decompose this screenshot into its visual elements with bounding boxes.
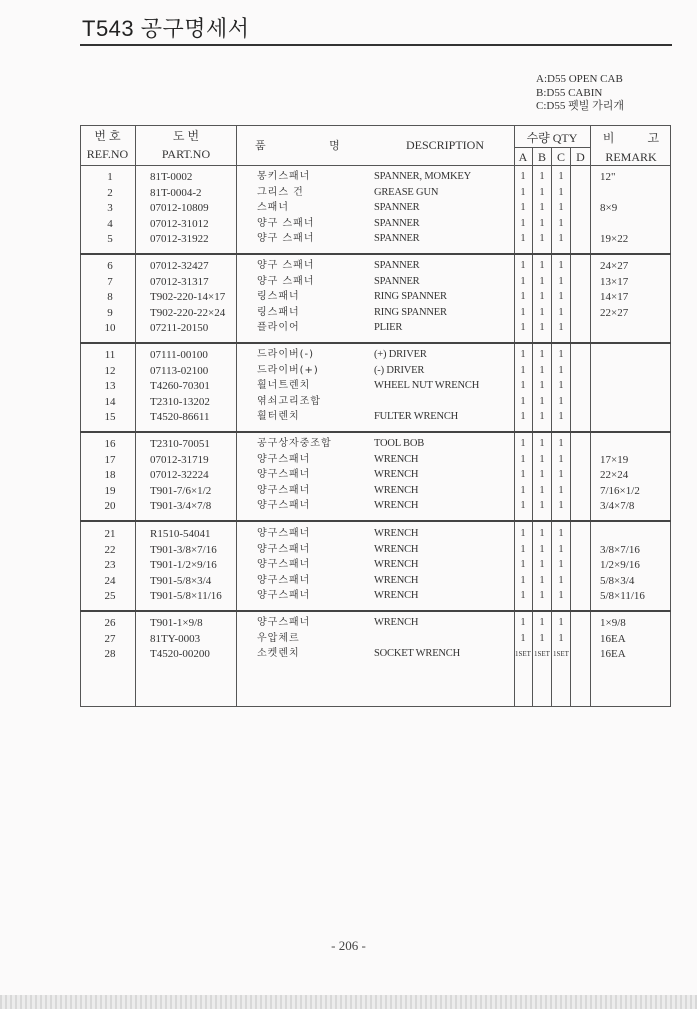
qty-subheader-rule <box>514 147 590 148</box>
remark: 7/16×1/2 <box>600 484 640 497</box>
remark: 3/4×7/8 <box>600 500 635 513</box>
header-part-en: PART.NO <box>161 147 211 161</box>
part-no: 07111-00100 <box>150 349 208 361</box>
qty-b: 1 <box>539 411 545 423</box>
part-name: 양구스패너 <box>257 500 311 512</box>
description: WRENCH <box>374 590 419 602</box>
part-name: 링스패너 <box>257 306 300 318</box>
qty-b: 1 <box>539 291 545 303</box>
ref-no: 9 <box>107 306 113 319</box>
qty-a: 1 <box>520 469 526 481</box>
qty-c: 1 <box>558 500 564 512</box>
qty-a: 1 <box>520 364 526 376</box>
remark: 22×27 <box>600 306 629 319</box>
description: SPANNER <box>374 202 420 214</box>
qty-c: 1 <box>558 484 564 496</box>
part-no: 07012-32427 <box>150 260 209 272</box>
part-no: T901-7/6×1/2 <box>150 484 212 497</box>
qty-c: 1 <box>558 349 564 360</box>
qty-b: 1 <box>539 469 545 481</box>
description: SPANNER <box>374 233 420 245</box>
part-name: 양구 스패너 <box>257 260 315 271</box>
ref-no: 24 <box>104 574 116 587</box>
qty-a: 1 <box>520 291 526 303</box>
qty-b: 1 <box>539 528 545 539</box>
qty-a: 1 <box>520 574 526 586</box>
qty-b: 1 <box>539 349 545 360</box>
qty-b: 1 <box>539 559 545 571</box>
qty-a: 1 <box>520 543 526 555</box>
qty-b: 1 <box>539 364 545 376</box>
qty-b: 1 <box>539 233 545 245</box>
part-no: T901-5/8×11/16 <box>150 590 222 603</box>
qty-c: 1 <box>558 395 564 407</box>
part-name: 엮쇠고리조합 <box>257 395 321 407</box>
description: SPANNER <box>374 260 420 271</box>
ref-no: 25 <box>104 590 116 603</box>
part-name: 양구스패너 <box>257 543 311 555</box>
part-name: 링스패너 <box>257 291 300 303</box>
ref-no: 20 <box>104 500 116 513</box>
qty-c: 1 <box>558 574 564 586</box>
description: WRENCH <box>374 559 419 571</box>
ref-no: 28 <box>104 648 116 661</box>
header-qty-b: B <box>537 150 546 164</box>
remark: 22×24 <box>600 469 629 482</box>
tool-list-table <box>80 125 671 707</box>
header-description: DESCRIPTION <box>406 138 485 152</box>
qty-b: 1 <box>539 632 545 644</box>
part-name: 그리스 건 <box>257 186 304 198</box>
remark: 5/8×3/4 <box>600 574 635 587</box>
remark: 17×19 <box>600 453 629 466</box>
qty-c: 1 <box>558 543 564 555</box>
ref-no: 4 <box>107 217 113 230</box>
remark: 8×9 <box>600 202 618 215</box>
ref-no: 8 <box>107 291 113 304</box>
qty-c: 1 <box>558 364 564 376</box>
part-name: 양구스패너 <box>257 590 311 602</box>
part-name: 양구스패너 <box>257 469 311 481</box>
remark: 1×9/8 <box>600 617 626 629</box>
description: PLIER <box>374 322 403 334</box>
qty-a: 1 <box>520 275 526 287</box>
qty-c: 1 <box>558 171 564 182</box>
qty-c: 1SET <box>553 650 569 659</box>
qty-a: 1 <box>520 590 526 602</box>
part-no: T4520-86611 <box>150 411 210 424</box>
qty-a: 1 <box>520 632 526 644</box>
remark: 3/8×7/16 <box>600 543 640 556</box>
qty-a: 1 <box>520 380 526 392</box>
qty-a: 1 <box>520 349 526 360</box>
legend-line: C:D55 펫빌 가리개 <box>536 100 624 112</box>
qty-c: 1 <box>558 411 564 423</box>
description: GREASE GUN <box>374 186 439 198</box>
part-no: 07113-02100 <box>150 364 209 377</box>
qty-a: 1 <box>520 217 526 229</box>
part-no: T4520-00200 <box>150 648 210 661</box>
remark: 14×17 <box>600 291 629 304</box>
qty-b: 1 <box>539 453 545 465</box>
description: WRENCH <box>374 453 419 465</box>
ref-no: 15 <box>104 411 116 424</box>
part-no: T2310-13202 <box>150 395 210 408</box>
page-title: T543 공구명세서 <box>82 16 250 41</box>
part-no: 07012-31719 <box>150 453 209 466</box>
qty-b: 1 <box>539 275 545 287</box>
col-divider <box>590 125 591 707</box>
ref-no: 13 <box>104 380 116 393</box>
part-no: 07211-20150 <box>150 322 209 335</box>
ref-no: 10 <box>104 322 116 335</box>
col-divider <box>570 147 571 707</box>
remark: 19×22 <box>600 233 629 246</box>
qty-b: 1 <box>539 543 545 555</box>
qty-a: 1 <box>520 322 526 334</box>
ref-no: 2 <box>107 186 113 199</box>
description: SPANNER <box>374 217 420 229</box>
qty-b: 1 <box>539 395 545 407</box>
ref-no: 1 <box>107 171 113 183</box>
ref-no: 22 <box>104 543 116 556</box>
qty-a: 1 <box>520 484 526 496</box>
qty-c: 1 <box>558 186 564 198</box>
qty-c: 1 <box>558 291 564 303</box>
legend-line: A:D55 OPEN CAB <box>536 73 623 85</box>
qty-a: 1 <box>520 559 526 571</box>
group-rule <box>80 342 671 344</box>
ref-no: 21 <box>104 528 116 540</box>
qty-a: 1 <box>520 411 526 423</box>
col-divider <box>236 125 237 707</box>
qty-c: 1 <box>558 559 564 571</box>
qty-c: 1 <box>558 590 564 602</box>
ref-no: 5 <box>107 233 113 246</box>
part-no: T901-3/4×7/8 <box>150 500 212 513</box>
part-name: 드라이버(-) <box>257 349 315 360</box>
qty-b: 1 <box>539 500 545 512</box>
description: SPANNER, MOMKEY <box>374 171 471 182</box>
model-legend <box>536 73 624 114</box>
remark: 1/2×9/16 <box>600 559 640 572</box>
header-qty: 수량 QTY <box>526 131 578 145</box>
qty-a: 1 <box>520 260 526 271</box>
part-no: 07012-31012 <box>150 217 209 230</box>
part-name: 스패너 <box>257 202 289 214</box>
description: WRENCH <box>374 528 419 539</box>
remark: 16EA <box>600 648 626 661</box>
ref-no: 7 <box>107 275 113 288</box>
group-rule <box>80 520 671 522</box>
title-rule <box>80 44 672 46</box>
description: WRENCH <box>374 543 419 555</box>
qty-a: 1 <box>520 202 526 214</box>
qty-b: 1 <box>539 260 545 271</box>
header-remark-kr: 비 고 <box>602 131 660 145</box>
qty-c: 1 <box>558 438 564 449</box>
part-name: 몽키스패너 <box>257 171 311 182</box>
part-no: 07012-32224 <box>150 469 209 482</box>
remark: 24×27 <box>600 260 629 272</box>
qty-c: 1 <box>558 469 564 481</box>
qty-b: 1 <box>539 574 545 586</box>
part-name: 휠너트렌치 <box>257 380 311 392</box>
qty-a: 1 <box>520 617 526 628</box>
qty-a: 1 <box>520 171 526 182</box>
description: TOOL BOB <box>374 438 425 449</box>
scan-edge <box>0 995 697 1009</box>
qty-a: 1SET <box>515 650 531 659</box>
header-bottom-rule <box>80 165 671 166</box>
qty-c: 1 <box>558 632 564 644</box>
qty-c: 1 <box>558 233 564 245</box>
part-no: 81T-0002 <box>150 171 193 183</box>
qty-b: 1 <box>539 590 545 602</box>
qty-c: 1 <box>558 275 564 287</box>
header-remark-en: REMARK <box>605 150 657 164</box>
description: WRENCH <box>374 500 419 512</box>
qty-a: 1 <box>520 528 526 539</box>
ref-no: 3 <box>107 202 113 215</box>
part-name: 양구스패너 <box>257 617 311 628</box>
description: WHEEL NUT WRENCH <box>374 380 480 392</box>
part-name: 양구스패너 <box>257 528 311 539</box>
header-qty-a: A <box>518 150 528 164</box>
header-qty-c: C <box>556 150 565 164</box>
description: WRENCH <box>374 484 419 496</box>
description: (+) DRIVER <box>374 349 427 360</box>
part-name: 우압체르 <box>257 632 300 644</box>
part-no: 07012-10809 <box>150 202 209 215</box>
legend-line: B:D55 CABIN <box>536 86 603 99</box>
part-no: R1510-54041 <box>150 528 211 540</box>
qty-c: 1 <box>558 380 564 392</box>
ref-no: 11 <box>104 349 116 361</box>
ref-no: 19 <box>104 484 116 497</box>
part-name: 양구 스패너 <box>257 217 315 229</box>
remark: 16EA <box>600 632 626 645</box>
qty-c: 1 <box>558 322 564 334</box>
qty-b: 1 <box>539 202 545 214</box>
qty-b: 1 <box>539 380 545 392</box>
qty-a: 1 <box>520 438 526 449</box>
part-no: T902-220-14×17 <box>150 291 226 304</box>
qty-c: 1 <box>558 453 564 465</box>
ref-no: 6 <box>107 260 113 272</box>
part-no: T4260-70301 <box>150 380 210 393</box>
qty-a: 1 <box>520 453 526 465</box>
qty-c: 1 <box>558 217 564 229</box>
qty-b: 1 <box>539 484 545 496</box>
part-name: 양구 스패너 <box>257 233 315 245</box>
part-name: 양구스패너 <box>257 484 311 496</box>
qty-a: 1 <box>520 233 526 245</box>
description: SOCKET WRENCH <box>374 648 460 660</box>
ref-no: 17 <box>104 453 116 466</box>
part-name: 소켓렌치 <box>257 648 300 660</box>
qty-a: 1 <box>520 186 526 198</box>
qty-b: 1 <box>539 217 545 229</box>
group-rule <box>80 431 671 433</box>
header-ref-kr: 번 호 <box>94 129 121 143</box>
qty-c: 1 <box>558 528 564 539</box>
ref-no: 16 <box>104 438 116 450</box>
part-name: 플라이어 <box>257 322 300 334</box>
header-name-kr: 품 명 <box>255 139 340 152</box>
part-no: 07012-31922 <box>150 233 209 246</box>
ref-no: 12 <box>104 364 116 377</box>
part-no: 81TY-0003 <box>150 632 201 645</box>
part-no: T901-3/8×7/16 <box>150 543 217 556</box>
part-name: 공구상자중조합 <box>257 438 332 449</box>
qty-c: 1 <box>558 617 564 628</box>
description: WRENCH <box>374 574 419 586</box>
description: RING SPANNER <box>374 291 447 303</box>
qty-a: 1 <box>520 500 526 512</box>
qty-b: 1 <box>539 171 545 182</box>
part-no: T901-1×9/8 <box>150 617 203 629</box>
ref-no: 26 <box>104 617 116 629</box>
col-divider <box>135 125 136 707</box>
qty-b: 1SET <box>534 650 550 659</box>
part-no: 81T-0004-2 <box>150 186 202 199</box>
part-name: 휠터렌치 <box>257 411 300 423</box>
description: WRENCH <box>374 469 419 481</box>
qty-a: 1 <box>520 395 526 407</box>
description: WRENCH <box>374 617 419 628</box>
description: (-) DRIVER <box>374 364 425 376</box>
description: FULTER WRENCH <box>374 411 459 423</box>
part-name: 양구 스패너 <box>257 275 315 287</box>
part-no: T901-1/2×9/16 <box>150 559 217 572</box>
header-part-kr: 도 번 <box>172 129 200 143</box>
part-no: T902-220-22×24 <box>150 306 226 319</box>
description: RING SPANNER <box>374 306 447 318</box>
qty-c: 1 <box>558 260 564 271</box>
qty-b: 1 <box>539 322 545 334</box>
ref-no: 23 <box>104 559 116 572</box>
remark: 13×17 <box>600 275 629 288</box>
page-number: - 206 - <box>331 938 366 953</box>
ref-no: 14 <box>104 395 116 408</box>
qty-b: 1 <box>539 306 545 318</box>
part-name: 양구스패너 <box>257 453 311 465</box>
group-rule <box>80 253 671 255</box>
ref-no: 18 <box>104 469 116 482</box>
qty-b: 1 <box>539 438 545 449</box>
group-rule <box>80 610 671 612</box>
qty-c: 1 <box>558 306 564 318</box>
part-name: 양구스패너 <box>257 559 311 571</box>
header-qty-d: D <box>576 150 585 164</box>
part-no: T2310-70051 <box>150 438 210 450</box>
header-ref-en: REF.NO <box>86 147 129 161</box>
remark: 12" <box>600 171 616 183</box>
description: SPANNER <box>374 275 420 287</box>
part-name: 양구스패너 <box>257 574 311 586</box>
qty-a: 1 <box>520 306 526 318</box>
part-name: 드라이버(+) <box>257 364 319 376</box>
ref-no: 27 <box>104 632 116 645</box>
remark: 5/8×11/16 <box>600 590 645 603</box>
part-no: T901-5/8×3/4 <box>150 574 212 587</box>
part-no: 07012-31317 <box>150 275 209 288</box>
qty-b: 1 <box>539 617 545 628</box>
qty-c: 1 <box>558 202 564 214</box>
qty-b: 1 <box>539 186 545 198</box>
